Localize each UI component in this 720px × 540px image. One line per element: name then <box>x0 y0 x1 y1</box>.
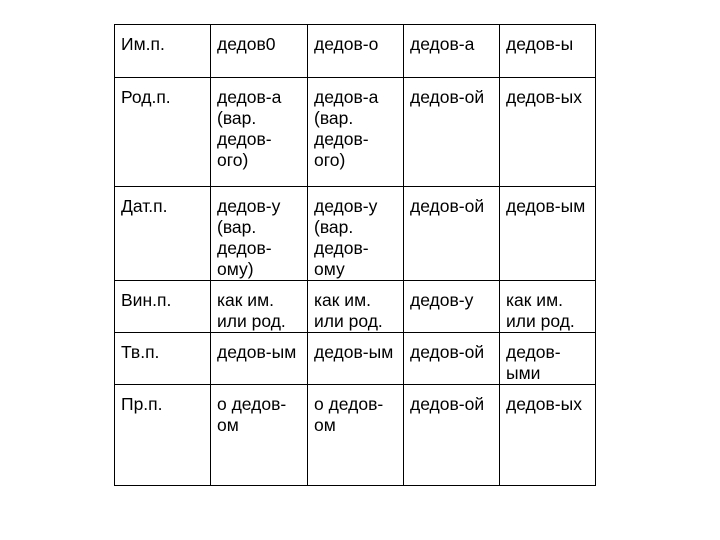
table-row <box>115 187 596 281</box>
table-cell: дедов0 <box>211 25 308 78</box>
table-cell: дедов-ых <box>500 385 596 486</box>
case-label-cell: Род.п. <box>115 78 211 187</box>
table-cell: о дедов- ом <box>211 385 308 486</box>
table-cell: дедов-у (вар. дедов- ому) <box>211 187 308 281</box>
table-cell: дедов- ыми <box>500 333 596 385</box>
table-cell: дедов-ы <box>500 25 596 78</box>
table-cell: дедов-ой <box>404 333 500 385</box>
table-cell: дедов-ым <box>211 333 308 385</box>
case-label-cell: Вин.п. <box>115 281 211 333</box>
table-cell: дедов-ым <box>500 187 596 281</box>
table-row <box>115 281 596 333</box>
case-label-cell: Им.п. <box>115 25 211 78</box>
table-cell: как им. или род. <box>308 281 404 333</box>
table-cell: как им. или род. <box>211 281 308 333</box>
table-cell: дедов-а (вар. дедов- ого) <box>211 78 308 187</box>
table-cell: дедов-у <box>404 281 500 333</box>
case-label-cell: Тв.п. <box>115 333 211 385</box>
table-cell: дедов-о <box>308 25 404 78</box>
table-cell: дедов-а (вар. дедов- ого) <box>308 78 404 187</box>
table-row <box>115 25 596 78</box>
table-row <box>115 78 596 187</box>
table-cell: о дедов- ом <box>308 385 404 486</box>
table-cell: как им. или род. <box>500 281 596 333</box>
table-cell: дедов-ой <box>404 187 500 281</box>
declension-table <box>114 24 596 486</box>
table-cell: дедов-ой <box>404 385 500 486</box>
table-row <box>115 333 596 385</box>
table-cell: дедов-а <box>404 25 500 78</box>
case-label-cell: Пр.п. <box>115 385 211 486</box>
table-row <box>115 385 596 486</box>
table-cell: дедов-ой <box>404 78 500 187</box>
table-cell: дедов-ым <box>308 333 404 385</box>
table-cell: дедов-ых <box>500 78 596 187</box>
table-cell: дедов-у (вар. дедов- ому <box>308 187 404 281</box>
case-label-cell: Дат.п. <box>115 187 211 281</box>
